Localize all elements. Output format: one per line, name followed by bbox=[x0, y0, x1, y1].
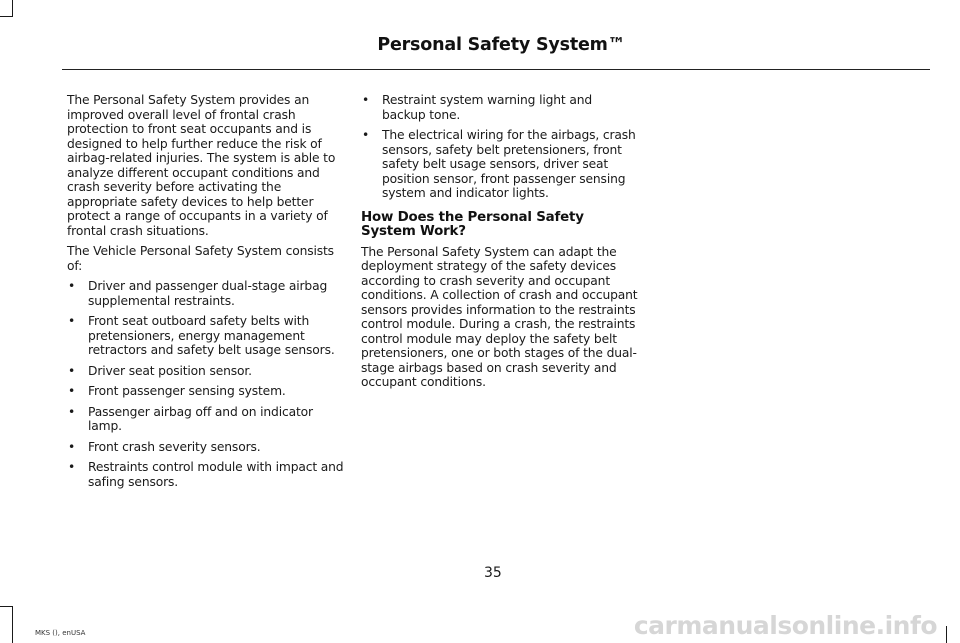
list-item-text: Driver seat position sensor. bbox=[88, 363, 252, 378]
list-item-text: Front seat outboard safety belts with pretensioners, energy management retractors and safety belt usage sensors. bbox=[88, 314, 335, 357]
intro-paragraph: The Personal Safety System provides an improved overall level of frontal crash protection to front seat occupants and is designed to help further reduce the risk of airbag-related injuries. The system is able to analyze different occupant conditions and crash severity before activating the appropriate safety devices to help better protect a range of occupants in a variety of frontal crash situations. bbox=[67, 93, 336, 238]
page-title: Personal Safety System™ bbox=[377, 35, 625, 55]
consists-of-paragraph: The Vehicle Personal Safety System consists of: bbox=[67, 244, 334, 273]
list-item-text: Front passenger sensing system. bbox=[88, 384, 286, 398]
header-rule bbox=[62, 69, 930, 70]
list-item bbox=[361, 93, 639, 122]
section-heading: How Does the Personal Safety System Work? bbox=[361, 209, 584, 239]
list-item bbox=[67, 314, 345, 358]
list-item bbox=[67, 440, 345, 455]
list-item bbox=[361, 128, 639, 201]
component-list bbox=[67, 279, 345, 489]
bullet-icon: • bbox=[68, 314, 76, 328]
bullet-icon: • bbox=[68, 384, 76, 398]
component-list-continued bbox=[361, 93, 639, 201]
watermark: carmanualsonline.info bbox=[633, 611, 937, 640]
list-item-text: The electrical wiring for the airbags, crash sensors, safety belt pretensioners, front safety belt usage sensors, driver seat position sensor, front passenger sensing system and indicator lights. bbox=[382, 128, 636, 200]
bullet-icon: • bbox=[68, 460, 76, 474]
bullet-icon: • bbox=[362, 128, 370, 142]
bullet-icon: • bbox=[68, 363, 76, 378]
crop-mark-bottom-left-horizontal bbox=[0, 606, 13, 607]
crop-mark-top-left-vertical bbox=[12, 0, 13, 17]
bullet-icon: • bbox=[68, 279, 76, 293]
list-item bbox=[67, 384, 345, 399]
page-number: 35 bbox=[484, 565, 502, 581]
bullet-icon: • bbox=[68, 404, 76, 419]
list-item bbox=[67, 279, 345, 308]
list-item bbox=[67, 405, 345, 434]
bullet-icon: • bbox=[68, 439, 76, 454]
section-body: The Personal Safety System can adapt the deployment strategy of the safety devices according to crash severity and occupant conditions. A collection of crash and occupant sensors provides information to the restraints control module. During a crash, the restraints control module may deploy the safety belt pretensioners, one or both stages of the dual-stage airbags based on crash severity and occupant conditions. bbox=[361, 244, 638, 389]
list-item bbox=[67, 460, 345, 489]
crop-mark-bottom-right-vertical bbox=[946, 626, 947, 643]
crop-mark-top-left-horizontal bbox=[0, 16, 13, 17]
list-item-text: Restraints control module with impact and safing sensors. bbox=[88, 460, 344, 489]
list-item-text: Restraint system warning light and backup tone. bbox=[382, 93, 593, 122]
bullet-icon: • bbox=[362, 93, 370, 107]
right-column bbox=[361, 93, 639, 396]
list-item-text: Front crash severity sensors. bbox=[88, 439, 261, 454]
list-item bbox=[67, 364, 345, 379]
list-item-text: Passenger airbag off and on indicator lamp. bbox=[88, 404, 313, 433]
crop-mark-bottom-left-vertical bbox=[12, 606, 13, 643]
left-column bbox=[67, 93, 345, 495]
list-item-text: Driver and passenger dual-stage airbag supplemental restraints. bbox=[88, 279, 328, 308]
footer-code: MKS (), enUSA bbox=[35, 629, 86, 637]
